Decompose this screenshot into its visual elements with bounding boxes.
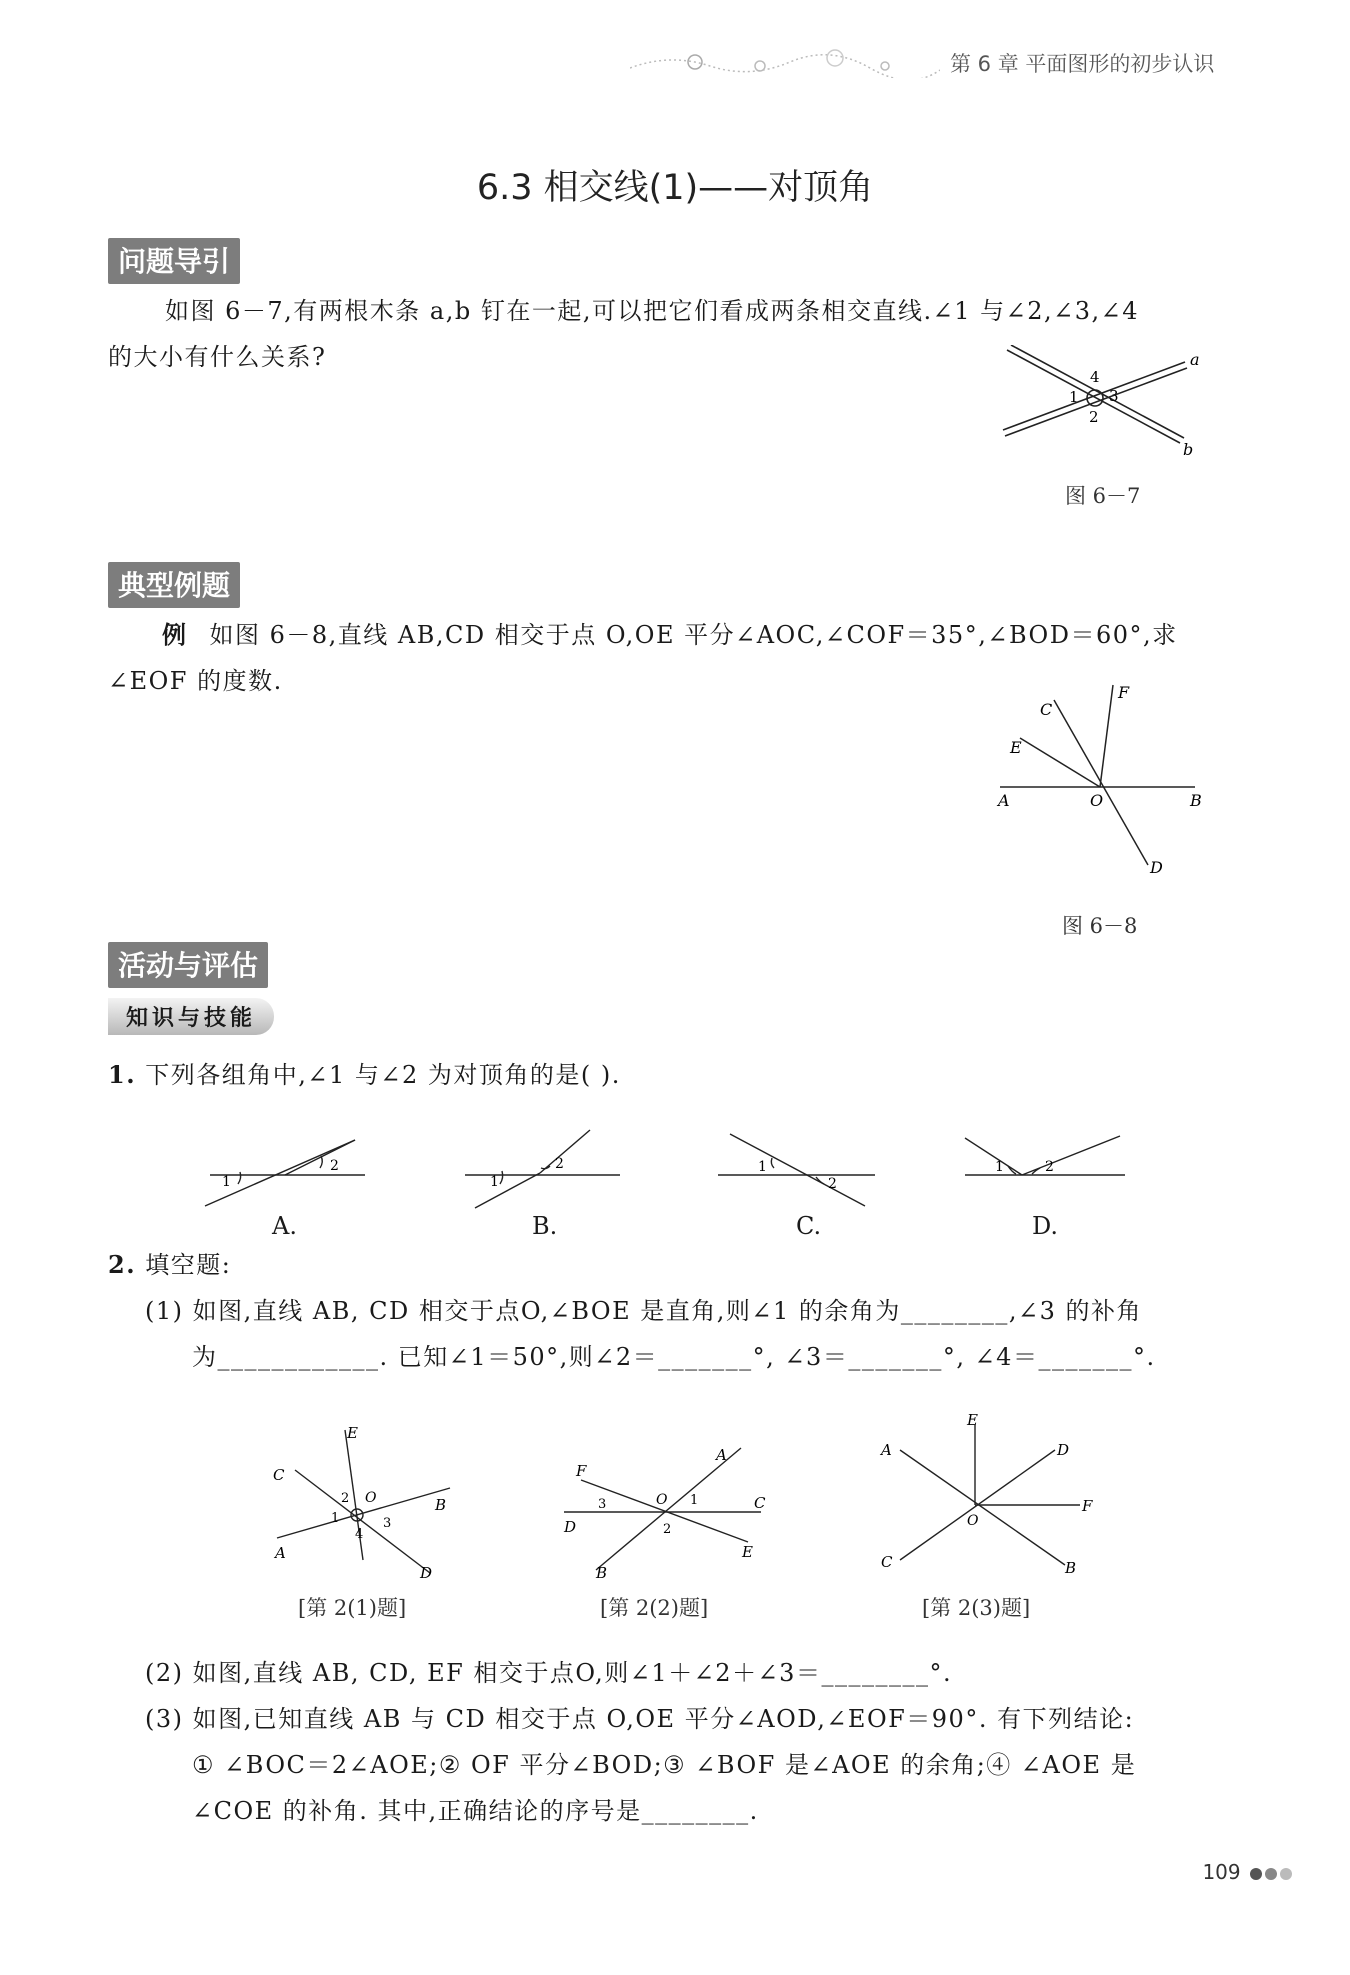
section-title: 6.3 相交线(1)——对顶角: [476, 168, 874, 208]
guide-line1: 如图 6－7,有两根木条 a,b 钉在一起,可以把它们看成两条相交直线.∠1 与∠2,∠3,∠4: [165, 297, 1140, 325]
fig21-label-A: A: [275, 1544, 286, 1562]
page-number-text: 109: [1202, 1860, 1241, 1884]
figure-6-7-caption: 图 6－7: [1065, 484, 1141, 508]
fig68-label-C: C: [1040, 700, 1053, 719]
figure-2-1-caption: [第 2(1)题]: [298, 1596, 407, 1620]
fig22-angle-3: 3: [598, 1497, 607, 1512]
q2-p3-line2: ① ∠BOC＝2∠AOE;② OF 平分∠BOD;③ ∠BOF 是∠AOE 的余角;④ ∠AOE 是: [192, 1751, 1137, 1779]
q1-options-figure: [200, 1128, 1160, 1220]
option-A: A.: [272, 1212, 297, 1240]
example-line1-wrap: [108, 612, 1248, 658]
figure-2-3-caption: [第 2(3)题]: [922, 1596, 1031, 1620]
option-D: D.: [1032, 1212, 1059, 1240]
page-dot-3: [1280, 1868, 1292, 1880]
optB-angle-2: 2: [555, 1156, 564, 1172]
fig21-angle-2: 2: [341, 1491, 350, 1506]
fig21-label-C: C: [273, 1466, 285, 1484]
section-tag-example: 典型例题: [108, 562, 240, 608]
fig22-label-O: O: [656, 1492, 668, 1508]
fig23-label-B: B: [1065, 1559, 1077, 1577]
figure-2-1: [265, 1420, 465, 1580]
fig68-label-O: O: [1090, 791, 1104, 810]
fig22-label-B: B: [596, 1564, 608, 1580]
fig23-label-O: O: [967, 1513, 979, 1529]
fig67-label-a: a: [1190, 350, 1200, 369]
fig67-angle-2: 2: [1089, 408, 1099, 426]
guide-line2: 的大小有什么关系?: [108, 343, 327, 371]
example-line1: 如图 6－8,直线 AB,CD 相交于点 O,OE 平分∠AOC,∠COF＝35°,∠BOD＝60°,求: [209, 621, 1178, 649]
q1-number: 1.: [108, 1060, 137, 1089]
fig22-angle-2: 2: [663, 1522, 672, 1537]
optD-angle-2: 2: [1045, 1159, 1054, 1175]
fig68-label-B: B: [1190, 791, 1202, 810]
fig68-label-E: E: [1010, 738, 1022, 757]
fig21-label-E: E: [347, 1424, 358, 1442]
example-line2: ∠EOF 的度数.: [108, 667, 283, 695]
fig67-angle-1: 1: [1069, 388, 1079, 406]
q2-p3-line1: (3) 如图,已知直线 AB 与 CD 相交于点 O,OE 平分∠AOD,∠EOF＝90°. 有下列结论:: [145, 1705, 1135, 1733]
q1-text: 下列各组角中,∠1 与∠2 为对顶角的是( ).: [145, 1061, 621, 1089]
fig23-label-F: F: [1082, 1497, 1093, 1515]
q2-p1-line2: 为____________. 已知∠1＝50°,则∠2＝_______°, ∠3＝_______°, ∠4＝_______°.: [192, 1343, 1156, 1371]
fig68-label-F: F: [1118, 683, 1130, 702]
fig67-angle-3: 3: [1109, 387, 1119, 405]
fig21-angle-4: 4: [355, 1527, 364, 1542]
q2-heading: [108, 1242, 231, 1288]
fig21-label-B: B: [435, 1496, 447, 1514]
q2-p2: (2) 如图,直线 AB, CD, EF 相交于点O,则∠1＋∠2＋∠3＝________°.: [145, 1659, 953, 1687]
q2-p1-line1: (1) 如图,直线 AB, CD 相交于点O,∠BOE 是直角,则∠1 的余角为________,∠3 的补角: [145, 1297, 1143, 1325]
option-C: C.: [796, 1212, 822, 1240]
figure-6-8: [990, 680, 1220, 880]
sub-tag-skills: 知识与技能: [108, 998, 274, 1035]
page-number: [1202, 1860, 1292, 1884]
optC-angle-2: 2: [828, 1176, 837, 1192]
fig21-angle-1: 1: [331, 1511, 340, 1526]
page-dot-1: [1250, 1868, 1262, 1880]
q2-number: 2.: [108, 1250, 137, 1279]
figure-2-2-caption: [第 2(2)题]: [600, 1596, 709, 1620]
fig22-label-C: C: [754, 1494, 766, 1512]
option-B: B.: [532, 1212, 558, 1240]
guide-text: [108, 288, 1238, 334]
fig22-label-F: F: [576, 1462, 587, 1480]
fig67-angle-4: 4: [1090, 368, 1100, 386]
fig22-label-E: E: [742, 1543, 753, 1561]
chapter-label: 第 6 章 平面图形的初步认识: [950, 52, 1215, 76]
example-label: 例: [162, 620, 188, 649]
fig22-angle-1: 1: [690, 1493, 699, 1508]
figure-2-3: [875, 1405, 1105, 1585]
fig68-label-D: D: [1150, 858, 1163, 877]
fig68-label-A: A: [998, 791, 1010, 810]
section-tag-guide: 问题导引: [108, 238, 240, 284]
figure-6-8-caption: 图 6－8: [1062, 914, 1138, 938]
q1: [108, 1052, 621, 1098]
optA-angle-1: 1: [222, 1174, 231, 1190]
fig23-label-E: E: [967, 1411, 978, 1429]
fig23-label-C: C: [881, 1553, 893, 1571]
fig22-label-D: D: [564, 1518, 577, 1536]
header-decoration: [630, 48, 940, 78]
fig23-label-D: D: [1057, 1441, 1070, 1459]
fig21-label-D: D: [420, 1564, 433, 1580]
optA-angle-2: 2: [330, 1158, 339, 1174]
fig21-label-O: O: [365, 1490, 377, 1506]
section-tag-activity: 活动与评估: [108, 942, 268, 988]
optD-angle-1: 1: [995, 1159, 1004, 1175]
optC-angle-1: 1: [758, 1159, 767, 1175]
optB-angle-1: 1: [490, 1174, 499, 1190]
fig23-label-A: A: [881, 1441, 892, 1459]
fig22-label-A: A: [716, 1446, 727, 1464]
fig67-label-b: b: [1183, 440, 1194, 459]
figure-6-7: [995, 345, 1215, 465]
fig21-angle-3: 3: [383, 1516, 392, 1531]
q2-title: 填空题:: [145, 1251, 232, 1279]
page-dot-2: [1265, 1868, 1277, 1880]
figure-2-2: [556, 1440, 776, 1580]
q2-p3-line3: ∠COE 的补角. 其中,正确结论的序号是________.: [192, 1797, 759, 1825]
